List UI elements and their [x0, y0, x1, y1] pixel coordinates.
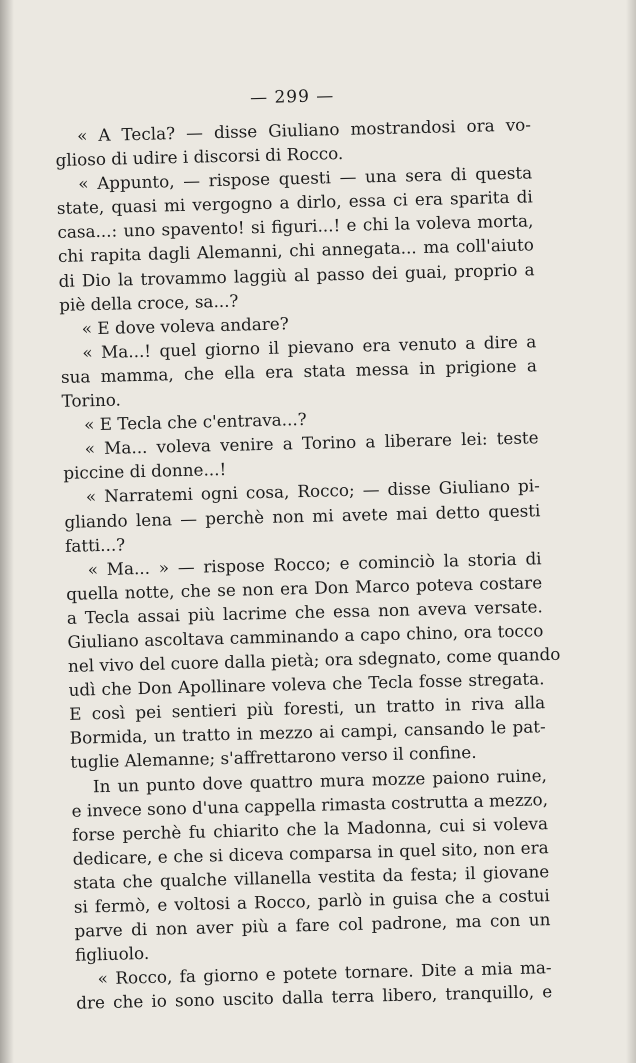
page-number: — 299 — — [249, 86, 335, 109]
text-line: udì che Don Apollinare voleva che Tecla fosse stregata. — [68, 668, 545, 700]
text-line: tuglie Alemanne; s'affrettarono verso il confine. — [70, 742, 477, 773]
text-line: forse perchè fu chiarito che la Madonna, cui si voleva — [71, 812, 549, 845]
text-line: In un punto dove quattro mura mozze paiono ruine, — [92, 764, 548, 796]
text-line: « Ma...! quel giorno il pievano era venuto a dire a — [82, 331, 537, 363]
text-line: stata che qualche villanella vestita da festa; il giovane — [73, 861, 550, 893]
text-line: state, quasi mi vergogno a dirlo, essa ci era sparita di — [56, 186, 533, 219]
text-line: « Narratemi ogni cosa, Rocco; — disse Giuliano pi- — [85, 475, 541, 507]
text-line: Bormida, un tratto in mezzo ai campi, cansando le pat- — [69, 716, 546, 749]
text-line: « Ma... voleva venire a Torino a liberare lei: teste — [84, 427, 539, 459]
text-line: sua mamma, che ella era stata messa in prigione a — [60, 355, 538, 387]
text-line: glioso di udire i discorsi di Rocco. — [55, 143, 344, 171]
text-line: « Rocco, fa giorno e potete tornare. Dite a mia ma- — [97, 957, 552, 989]
text-line: dre che io sono uscito dalla terra libero, tranquillo, e — [76, 981, 553, 1014]
text-line: E così pei sentieri più foresti, un tratto in riva alla — [68, 692, 546, 725]
text-line: figliuolo. — [74, 943, 150, 965]
text-line: e invece sono d'una cappella rimasta costrutta a mezzo, — [71, 788, 549, 821]
text-line: a Tecla assai più lacrime che essa non aveva versate. — [66, 596, 543, 628]
text-line: piccine di donne...! — [63, 459, 227, 484]
text-line: di Dio la trovammo laggiù al passo dei guai, proprio a — [58, 258, 535, 291]
text-line: Giuliano ascoltava camminando a capo chino, ora tocco — [67, 620, 544, 652]
text-block — [54, 80, 561, 1015]
text-line: « Appunto, — rispose questi — una sera di questa — [78, 162, 533, 194]
text-line: parve di non aver più a fare col padrone, ma con un — [74, 909, 551, 941]
text-line: « Ma... » — rispose Rocco; e cominciò la storia di — [87, 547, 542, 580]
text-line: quella notte, che se non era Don Marco poteva costare — [66, 572, 543, 604]
text-line: fatti...? — [64, 533, 126, 556]
text-line: Torino. — [61, 389, 122, 411]
text-line: si fermò, e voltosi a Rocco, parlò in guisa che a costui — [73, 885, 551, 917]
text-line: piè della croce, sa...? — [58, 290, 239, 315]
text-line: nel vivo del cuore dalla pietà; ora sdegnato, come quando — [67, 643, 561, 676]
text-line: « E Tecla che c'entrava...? — [83, 409, 307, 435]
text-line: dedicare, e che si diceva comparsa in quel sito, non era — [72, 836, 549, 869]
text-line: casa...: uno spavento! si figuri...! e chi la voleva morta, — [57, 210, 534, 243]
body-text — [55, 112, 561, 1015]
text-line: « A Tecla? — disse Giuliano mostrandosi ora vo- — [76, 114, 532, 146]
text-line: gliando lena — perchè non mi avete mai detto questi — [64, 499, 541, 532]
text-line: chi rapita dagli Alemanni, chi annegata... ma coll'aiuto — [57, 234, 535, 267]
text-line: « E dove voleva andare? — [81, 313, 289, 339]
